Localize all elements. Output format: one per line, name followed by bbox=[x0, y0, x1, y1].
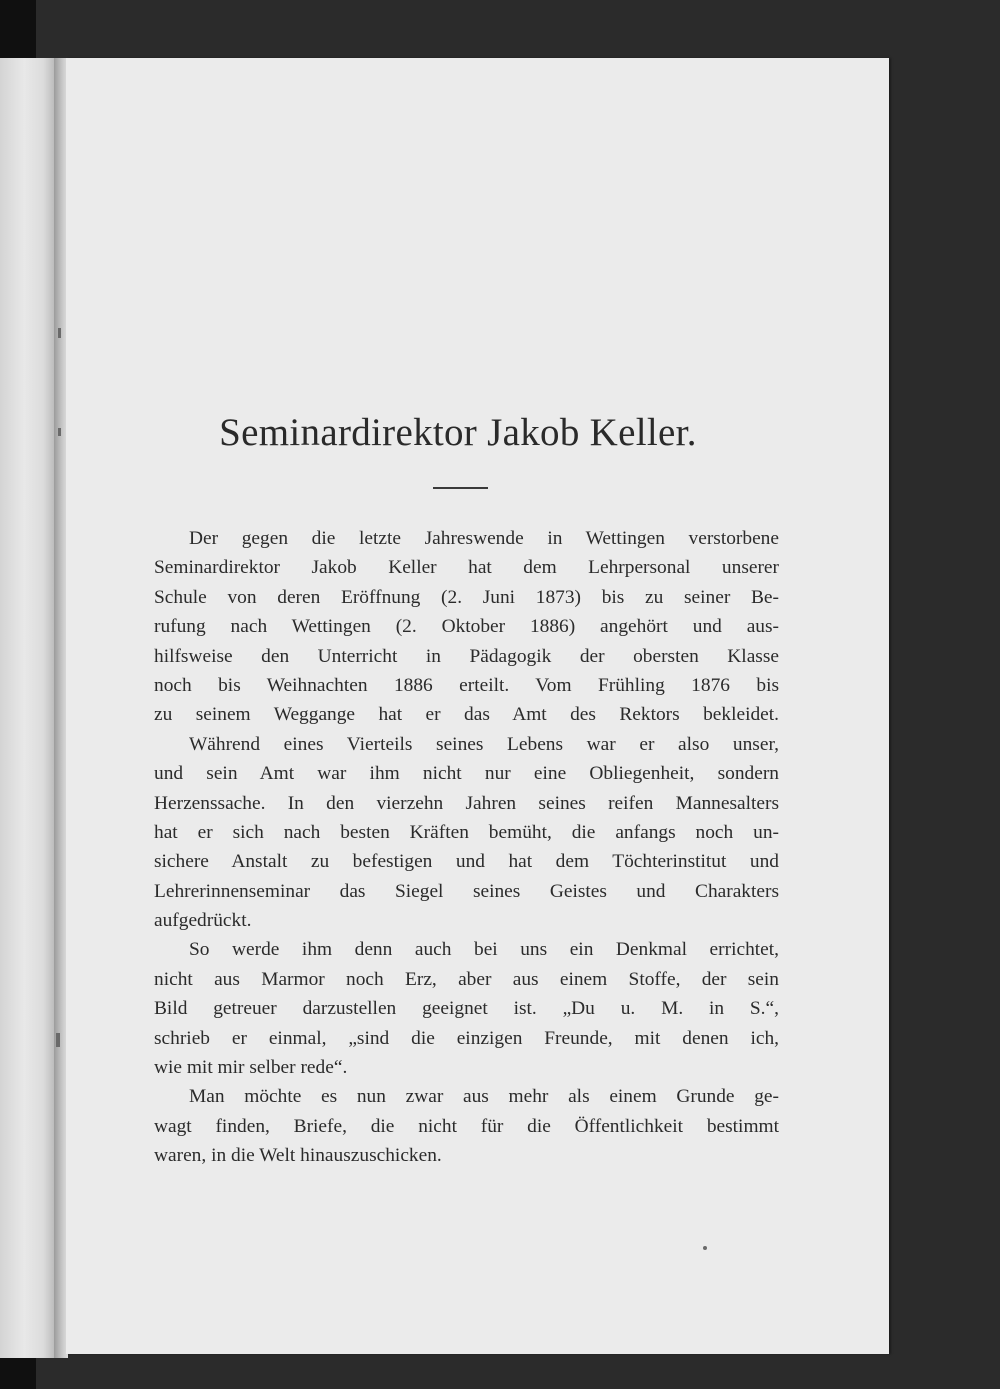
text-line: rufung nach Wettingen (2. Oktober 1886) angehört und aus- bbox=[154, 616, 779, 638]
text-line: und sein Amt war ihm nicht nur eine Obliegenheit, sondern bbox=[154, 763, 779, 785]
page-title: Seminardirektor Jakob Keller. bbox=[219, 411, 697, 454]
text-line: Lehrerinnenseminar das Siegel seines Geistes und Charakters bbox=[154, 880, 779, 902]
text-line: waren, in die Welt hinauszuschicken. bbox=[154, 1145, 442, 1167]
text-line: So werde ihm denn auch bei uns ein Denkmal errichtet, bbox=[189, 939, 779, 961]
text-line: hilfsweise den Unterricht in Pädagogik der obersten Klasse bbox=[154, 645, 779, 667]
specks bbox=[58, 428, 61, 436]
text-line: Herzenssache. In den vierzehn Jahren seines reifen Mannesalters bbox=[154, 792, 779, 814]
text-line: aufgedrückt. bbox=[154, 910, 252, 932]
text-line: zu seinem Weggange hat er das Amt des Rektors bekleidet. bbox=[154, 704, 779, 726]
specks bbox=[56, 1033, 60, 1047]
text-line: sichere Anstalt zu befestigen und hat dem Töchterinstitut und bbox=[154, 851, 779, 873]
text-line: Man möchte es nun zwar aus mehr als einem Grunde ge- bbox=[189, 1086, 779, 1108]
book-page bbox=[66, 58, 889, 1354]
facing-page-edge bbox=[0, 58, 54, 1358]
text-line: noch bis Weihnachten 1886 erteilt. Vom Frühling 1876 bis bbox=[154, 674, 779, 696]
body-text bbox=[154, 524, 779, 1171]
text-line: hat er sich nach besten Kräften bemüht, die anfangs noch un- bbox=[154, 821, 779, 843]
specks bbox=[703, 1246, 707, 1250]
text-line: nicht aus Marmor noch Erz, aber aus einem Stoffe, der sein bbox=[154, 968, 779, 990]
text-line: wagt finden, Briefe, die nicht für die Öffentlichkeit bestimmt bbox=[154, 1115, 779, 1137]
text-line: Der gegen die letzte Jahreswende in Wettingen verstorbene bbox=[189, 528, 779, 549]
text-line: Bild getreuer darzustellen geeignet ist. „Du u. M. in S.“, bbox=[154, 998, 779, 1020]
title-rule bbox=[433, 487, 488, 489]
specks bbox=[58, 328, 61, 338]
text-line: schrieb er einmal, „sind die einzigen Freunde, mit denen ich, bbox=[154, 1027, 779, 1049]
text-line: Seminardirektor Jakob Keller hat dem Lehrpersonal unserer bbox=[154, 557, 779, 579]
text-line: wie mit mir selber rede“. bbox=[154, 1057, 348, 1079]
text-line: Während eines Vierteils seines Lebens war er also unser, bbox=[189, 733, 779, 755]
text-line: Schule von deren Eröffnung (2. Juni 1873) bis zu seiner Be- bbox=[154, 586, 779, 608]
